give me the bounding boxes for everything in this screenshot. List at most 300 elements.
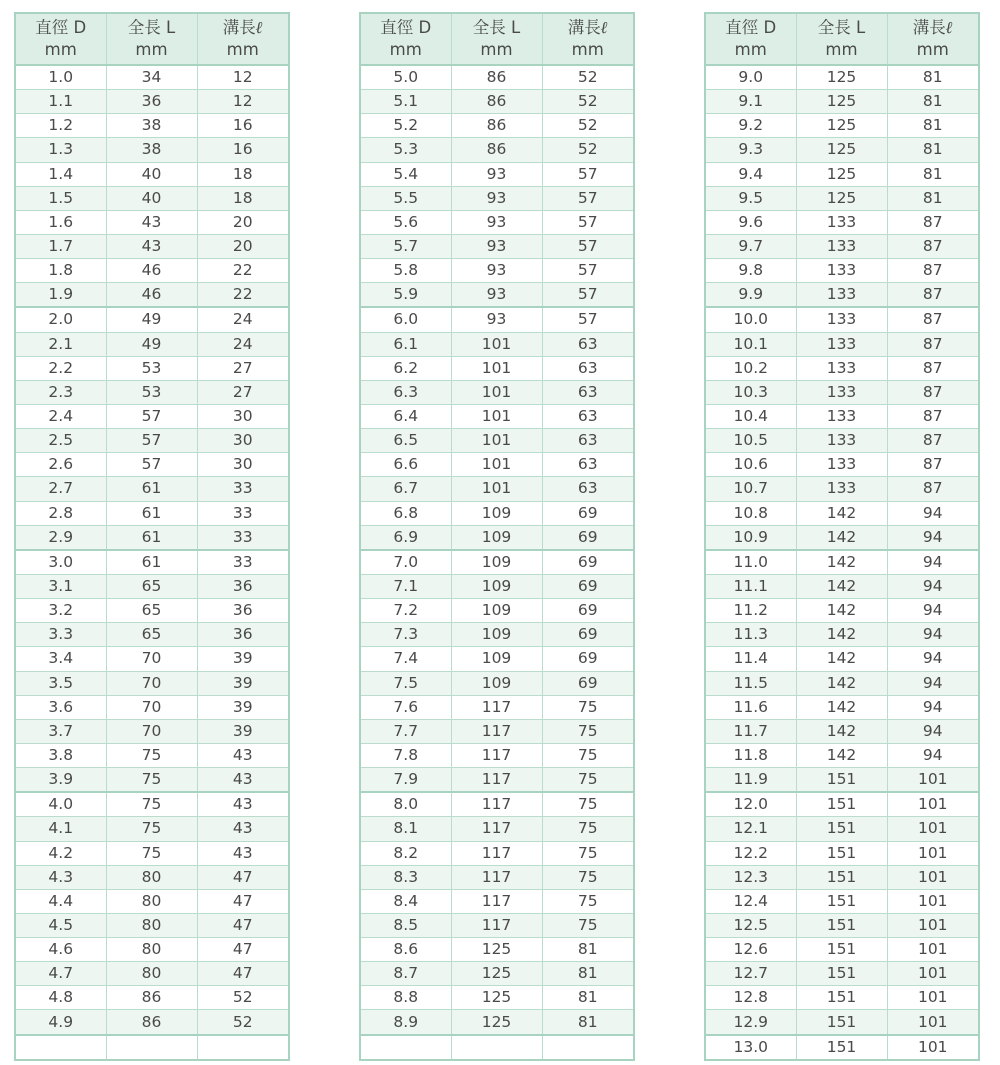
table-row bbox=[15, 550, 289, 575]
cell-diameter: 12.0 bbox=[705, 792, 796, 817]
cell-diameter: 9.2 bbox=[705, 114, 796, 138]
cell-total-length: 142 bbox=[796, 623, 887, 647]
table-row bbox=[15, 259, 289, 283]
cell-diameter: 4.6 bbox=[15, 938, 106, 962]
cell-diameter: 1.0 bbox=[15, 65, 106, 90]
cell-diameter: 10.3 bbox=[705, 380, 796, 404]
cell-diameter: 7.8 bbox=[360, 743, 451, 767]
cell-diameter: 12.9 bbox=[705, 1010, 796, 1035]
cell-diameter: 5.5 bbox=[360, 186, 451, 210]
table-row bbox=[15, 623, 289, 647]
cell-diameter: 5.8 bbox=[360, 259, 451, 283]
cell-flute-length: 43 bbox=[197, 768, 289, 793]
cell-flute-length: 43 bbox=[197, 743, 289, 767]
cell-total-length: 57 bbox=[106, 453, 197, 477]
table-row bbox=[705, 962, 979, 986]
cell-diameter: 12.6 bbox=[705, 938, 796, 962]
cell-diameter: 11.6 bbox=[705, 695, 796, 719]
cell-flute-length: 57 bbox=[542, 307, 634, 332]
cell-flute-length: 87 bbox=[887, 380, 979, 404]
cell-diameter: 12.4 bbox=[705, 889, 796, 913]
table-row bbox=[705, 501, 979, 525]
cell-diameter: 6.1 bbox=[360, 332, 451, 356]
cell-diameter: 12.2 bbox=[705, 841, 796, 865]
cell-flute-length: 69 bbox=[542, 647, 634, 671]
cell-diameter: 4.7 bbox=[15, 962, 106, 986]
table-row bbox=[15, 501, 289, 525]
cell-diameter: 7.1 bbox=[360, 574, 451, 598]
cell-total-length: 34 bbox=[106, 65, 197, 90]
cell-flute-length: 27 bbox=[197, 380, 289, 404]
cell-diameter: 7.9 bbox=[360, 768, 451, 793]
cell-total-length: 57 bbox=[106, 429, 197, 453]
table-row bbox=[360, 865, 634, 889]
cell-flute-length: 33 bbox=[197, 501, 289, 525]
table-row bbox=[360, 986, 634, 1010]
cell-flute-length: 36 bbox=[197, 623, 289, 647]
cell-total-length: 151 bbox=[796, 1010, 887, 1035]
cell-total-length: 75 bbox=[106, 817, 197, 841]
table-row bbox=[360, 913, 634, 937]
cell-flute-length: 87 bbox=[887, 356, 979, 380]
table-row bbox=[705, 65, 979, 90]
table-row bbox=[15, 671, 289, 695]
cell-flute-length: 87 bbox=[887, 477, 979, 501]
table-row bbox=[15, 162, 289, 186]
cell-flute-length: 101 bbox=[887, 865, 979, 889]
table-row bbox=[15, 913, 289, 937]
cell-flute-length: 39 bbox=[197, 647, 289, 671]
cell-diameter: 7.2 bbox=[360, 599, 451, 623]
cell-diameter: 3.9 bbox=[15, 768, 106, 793]
table-row bbox=[360, 792, 634, 817]
cell-diameter: 3.3 bbox=[15, 623, 106, 647]
cell-flute-length: 94 bbox=[887, 550, 979, 575]
cell-total-length: 93 bbox=[451, 283, 542, 308]
table-row bbox=[15, 841, 289, 865]
table-row bbox=[360, 234, 634, 258]
cell-diameter: 8.7 bbox=[360, 962, 451, 986]
cell-diameter: 5.1 bbox=[360, 90, 451, 114]
cell-total-length: 117 bbox=[451, 889, 542, 913]
cell-diameter bbox=[15, 1035, 106, 1060]
cell-flute-length: 43 bbox=[197, 841, 289, 865]
cell-flute-length: 81 bbox=[542, 1010, 634, 1035]
table-row bbox=[705, 210, 979, 234]
header-flute-length: 溝長ℓ mm bbox=[887, 13, 979, 65]
cell-diameter: 4.5 bbox=[15, 913, 106, 937]
cell-total-length: 133 bbox=[796, 404, 887, 428]
table-row bbox=[705, 647, 979, 671]
cell-flute-length: 87 bbox=[887, 332, 979, 356]
table-row bbox=[360, 114, 634, 138]
cell-total-length: 151 bbox=[796, 768, 887, 793]
cell-flute-length: 52 bbox=[197, 986, 289, 1010]
cell-total-length: 61 bbox=[106, 501, 197, 525]
cell-flute-length: 69 bbox=[542, 599, 634, 623]
cell-total-length: 109 bbox=[451, 574, 542, 598]
table-row bbox=[360, 162, 634, 186]
table-row bbox=[360, 501, 634, 525]
cell-flute-length: 33 bbox=[197, 477, 289, 501]
cell-diameter bbox=[360, 1035, 451, 1060]
table-row bbox=[15, 307, 289, 332]
cell-flute-length: 75 bbox=[542, 695, 634, 719]
table-row bbox=[360, 1035, 634, 1060]
cell-flute-length: 30 bbox=[197, 404, 289, 428]
cell-diameter: 5.0 bbox=[360, 65, 451, 90]
table-row bbox=[360, 259, 634, 283]
table-header-row bbox=[15, 13, 289, 65]
cell-diameter: 7.3 bbox=[360, 623, 451, 647]
table-row bbox=[15, 647, 289, 671]
cell-total-length: 65 bbox=[106, 574, 197, 598]
cell-flute-length: 101 bbox=[887, 889, 979, 913]
cell-flute-length: 101 bbox=[887, 913, 979, 937]
cell-diameter: 6.4 bbox=[360, 404, 451, 428]
cell-diameter: 9.7 bbox=[705, 234, 796, 258]
cell-total-length: 101 bbox=[451, 356, 542, 380]
header-total-length: 全長 L mm bbox=[451, 13, 542, 65]
cell-flute-length: 24 bbox=[197, 332, 289, 356]
cell-total-length: 93 bbox=[451, 307, 542, 332]
cell-diameter: 8.9 bbox=[360, 1010, 451, 1035]
table-row bbox=[705, 623, 979, 647]
cell-diameter: 6.2 bbox=[360, 356, 451, 380]
cell-flute-length: 57 bbox=[542, 234, 634, 258]
cell-diameter: 10.8 bbox=[705, 501, 796, 525]
table-row bbox=[705, 477, 979, 501]
cell-diameter: 4.8 bbox=[15, 986, 106, 1010]
cell-flute-length: 81 bbox=[887, 138, 979, 162]
cell-total-length: 101 bbox=[451, 453, 542, 477]
cell-total-length: 125 bbox=[451, 962, 542, 986]
cell-total-length: 46 bbox=[106, 283, 197, 308]
table-row bbox=[15, 234, 289, 258]
cell-diameter: 6.0 bbox=[360, 307, 451, 332]
table-row bbox=[705, 283, 979, 308]
table-row bbox=[360, 186, 634, 210]
cell-diameter: 3.2 bbox=[15, 599, 106, 623]
cell-flute-length: 52 bbox=[542, 65, 634, 90]
table-row bbox=[360, 623, 634, 647]
cell-diameter: 13.0 bbox=[705, 1035, 796, 1060]
cell-flute-length: 101 bbox=[887, 962, 979, 986]
cell-total-length: 70 bbox=[106, 719, 197, 743]
cell-total-length: 117 bbox=[451, 865, 542, 889]
cell-diameter: 12.1 bbox=[705, 817, 796, 841]
cell-diameter: 4.4 bbox=[15, 889, 106, 913]
cell-flute-length: 94 bbox=[887, 671, 979, 695]
cell-flute-length: 94 bbox=[887, 501, 979, 525]
cell-flute-length: 81 bbox=[887, 114, 979, 138]
table-row bbox=[705, 719, 979, 743]
table-row bbox=[15, 332, 289, 356]
cell-total-length: 40 bbox=[106, 186, 197, 210]
cell-diameter: 9.6 bbox=[705, 210, 796, 234]
cell-total-length: 133 bbox=[796, 356, 887, 380]
table-row bbox=[15, 1010, 289, 1035]
cell-total-length: 117 bbox=[451, 743, 542, 767]
cell-diameter: 11.5 bbox=[705, 671, 796, 695]
cell-diameter: 12.8 bbox=[705, 986, 796, 1010]
cell-flute-length: 63 bbox=[542, 356, 634, 380]
table-row bbox=[15, 283, 289, 308]
drill-size-table-3 bbox=[704, 12, 980, 1061]
table-row bbox=[705, 525, 979, 550]
cell-diameter: 2.3 bbox=[15, 380, 106, 404]
cell-total-length: 117 bbox=[451, 695, 542, 719]
cell-diameter: 4.2 bbox=[15, 841, 106, 865]
cell-diameter: 11.9 bbox=[705, 768, 796, 793]
cell-total-length: 61 bbox=[106, 550, 197, 575]
cell-flute-length: 94 bbox=[887, 695, 979, 719]
cell-diameter: 11.1 bbox=[705, 574, 796, 598]
cell-flute-length: 87 bbox=[887, 404, 979, 428]
cell-total-length: 151 bbox=[796, 817, 887, 841]
cell-total-length: 133 bbox=[796, 259, 887, 283]
table-row bbox=[15, 817, 289, 841]
cell-total-length: 101 bbox=[451, 404, 542, 428]
table-row bbox=[15, 138, 289, 162]
table-row bbox=[15, 453, 289, 477]
cell-total-length: 36 bbox=[106, 90, 197, 114]
cell-diameter: 5.4 bbox=[360, 162, 451, 186]
cell-total-length: 151 bbox=[796, 841, 887, 865]
cell-flute-length: 16 bbox=[197, 114, 289, 138]
cell-total-length: 86 bbox=[451, 138, 542, 162]
cell-flute-length: 47 bbox=[197, 962, 289, 986]
cell-diameter: 3.0 bbox=[15, 550, 106, 575]
cell-flute-length: 101 bbox=[887, 768, 979, 793]
cell-diameter: 7.6 bbox=[360, 695, 451, 719]
table-row bbox=[705, 986, 979, 1010]
table-row bbox=[705, 114, 979, 138]
cell-flute-length: 94 bbox=[887, 743, 979, 767]
cell-flute-length: 87 bbox=[887, 283, 979, 308]
cell-diameter: 10.4 bbox=[705, 404, 796, 428]
cell-flute-length: 75 bbox=[542, 817, 634, 841]
cell-total-length: 65 bbox=[106, 599, 197, 623]
cell-diameter: 2.2 bbox=[15, 356, 106, 380]
header-diameter: 直徑 D mm bbox=[705, 13, 796, 65]
cell-total-length: 142 bbox=[796, 550, 887, 575]
table-row bbox=[705, 695, 979, 719]
cell-diameter: 10.0 bbox=[705, 307, 796, 332]
cell-flute-length: 87 bbox=[887, 259, 979, 283]
cell-diameter: 8.5 bbox=[360, 913, 451, 937]
cell-diameter: 6.3 bbox=[360, 380, 451, 404]
cell-total-length: 80 bbox=[106, 865, 197, 889]
drill-size-table-1 bbox=[14, 12, 290, 1061]
cell-total-length: 75 bbox=[106, 841, 197, 865]
table-row bbox=[705, 671, 979, 695]
cell-flute-length: 81 bbox=[542, 962, 634, 986]
cell-total-length: 49 bbox=[106, 332, 197, 356]
table-row bbox=[360, 695, 634, 719]
cell-total-length: 53 bbox=[106, 356, 197, 380]
header-total-length: 全長 L mm bbox=[796, 13, 887, 65]
cell-flute-length: 57 bbox=[542, 210, 634, 234]
cell-diameter: 11.3 bbox=[705, 623, 796, 647]
cell-total-length: 43 bbox=[106, 234, 197, 258]
cell-diameter: 3.4 bbox=[15, 647, 106, 671]
cell-diameter: 5.2 bbox=[360, 114, 451, 138]
table-row bbox=[705, 259, 979, 283]
cell-diameter: 9.4 bbox=[705, 162, 796, 186]
cell-total-length: 101 bbox=[451, 332, 542, 356]
cell-flute-length: 75 bbox=[542, 841, 634, 865]
cell-flute-length: 52 bbox=[542, 90, 634, 114]
cell-total-length: 125 bbox=[796, 65, 887, 90]
cell-diameter: 10.9 bbox=[705, 525, 796, 550]
table-row bbox=[360, 719, 634, 743]
cell-total-length: 93 bbox=[451, 210, 542, 234]
cell-diameter: 8.8 bbox=[360, 986, 451, 1010]
cell-diameter: 11.7 bbox=[705, 719, 796, 743]
cell-flute-length: 18 bbox=[197, 162, 289, 186]
cell-flute-length: 87 bbox=[887, 307, 979, 332]
cell-total-length: 75 bbox=[106, 792, 197, 817]
cell-total-length: 125 bbox=[451, 938, 542, 962]
cell-flute-length: 81 bbox=[887, 65, 979, 90]
cell-diameter: 1.1 bbox=[15, 90, 106, 114]
cell-diameter: 11.2 bbox=[705, 599, 796, 623]
cell-diameter: 8.4 bbox=[360, 889, 451, 913]
cell-total-length: 75 bbox=[106, 768, 197, 793]
table-row bbox=[360, 356, 634, 380]
cell-flute-length: 75 bbox=[542, 913, 634, 937]
table-row bbox=[360, 138, 634, 162]
table-row bbox=[15, 865, 289, 889]
cell-total-length: 93 bbox=[451, 259, 542, 283]
cell-flute-length: 47 bbox=[197, 913, 289, 937]
cell-total-length: 125 bbox=[796, 90, 887, 114]
table-row bbox=[360, 647, 634, 671]
cell-diameter: 1.3 bbox=[15, 138, 106, 162]
cell-diameter: 8.3 bbox=[360, 865, 451, 889]
cell-flute-length: 63 bbox=[542, 477, 634, 501]
table-row bbox=[705, 574, 979, 598]
cell-flute-length: 69 bbox=[542, 550, 634, 575]
table-row bbox=[705, 356, 979, 380]
table-row bbox=[360, 550, 634, 575]
cell-flute-length: 22 bbox=[197, 259, 289, 283]
table-row bbox=[360, 768, 634, 793]
table-row bbox=[360, 429, 634, 453]
cell-total-length: 86 bbox=[451, 114, 542, 138]
cell-total-length: 133 bbox=[796, 332, 887, 356]
cell-total-length: 109 bbox=[451, 501, 542, 525]
cell-total-length: 142 bbox=[796, 671, 887, 695]
cell-flute-length: 87 bbox=[887, 210, 979, 234]
cell-flute-length: 27 bbox=[197, 356, 289, 380]
cell-flute-length bbox=[542, 1035, 634, 1060]
cell-diameter: 2.8 bbox=[15, 501, 106, 525]
cell-flute-length: 18 bbox=[197, 186, 289, 210]
cell-flute-length: 69 bbox=[542, 623, 634, 647]
cell-flute-length: 47 bbox=[197, 865, 289, 889]
header-flute-length: 溝長ℓ mm bbox=[542, 13, 634, 65]
cell-total-length: 117 bbox=[451, 768, 542, 793]
table-row bbox=[705, 743, 979, 767]
cell-diameter: 7.0 bbox=[360, 550, 451, 575]
cell-total-length: 70 bbox=[106, 695, 197, 719]
cell-flute-length: 81 bbox=[887, 186, 979, 210]
table-row bbox=[360, 938, 634, 962]
table-row bbox=[15, 695, 289, 719]
cell-diameter: 4.0 bbox=[15, 792, 106, 817]
cell-total-length: 133 bbox=[796, 210, 887, 234]
cell-diameter: 10.2 bbox=[705, 356, 796, 380]
cell-total-length: 142 bbox=[796, 647, 887, 671]
cell-total-length: 40 bbox=[106, 162, 197, 186]
cell-flute-length: 94 bbox=[887, 623, 979, 647]
cell-diameter: 1.8 bbox=[15, 259, 106, 283]
cell-flute-length: 57 bbox=[542, 186, 634, 210]
cell-total-length: 151 bbox=[796, 986, 887, 1010]
cell-flute-length: 101 bbox=[887, 792, 979, 817]
cell-total-length: 142 bbox=[796, 743, 887, 767]
table-row bbox=[15, 768, 289, 793]
cell-diameter: 9.8 bbox=[705, 259, 796, 283]
cell-total-length: 151 bbox=[796, 1035, 887, 1060]
cell-total-length: 53 bbox=[106, 380, 197, 404]
cell-total-length: 117 bbox=[451, 719, 542, 743]
table-row bbox=[705, 841, 979, 865]
cell-total-length: 75 bbox=[106, 743, 197, 767]
table-row bbox=[705, 453, 979, 477]
cell-diameter: 10.1 bbox=[705, 332, 796, 356]
cell-flute-length: 94 bbox=[887, 719, 979, 743]
table-row bbox=[360, 477, 634, 501]
cell-flute-length: 101 bbox=[887, 817, 979, 841]
cell-total-length: 133 bbox=[796, 234, 887, 258]
cell-flute-length: 101 bbox=[887, 938, 979, 962]
cell-total-length: 133 bbox=[796, 283, 887, 308]
cell-diameter: 1.4 bbox=[15, 162, 106, 186]
cell-diameter: 1.2 bbox=[15, 114, 106, 138]
cell-flute-length: 75 bbox=[542, 768, 634, 793]
table-row bbox=[15, 719, 289, 743]
cell-diameter: 4.9 bbox=[15, 1010, 106, 1035]
cell-diameter: 6.8 bbox=[360, 501, 451, 525]
cell-flute-length: 81 bbox=[542, 938, 634, 962]
cell-total-length: 133 bbox=[796, 453, 887, 477]
table-row bbox=[705, 1035, 979, 1060]
cell-diameter: 10.6 bbox=[705, 453, 796, 477]
table-row bbox=[705, 138, 979, 162]
cell-total-length: 125 bbox=[796, 186, 887, 210]
cell-diameter: 10.7 bbox=[705, 477, 796, 501]
cell-diameter: 11.0 bbox=[705, 550, 796, 575]
cell-flute-length: 81 bbox=[887, 90, 979, 114]
table-row bbox=[705, 332, 979, 356]
cell-diameter: 5.7 bbox=[360, 234, 451, 258]
cell-total-length: 65 bbox=[106, 623, 197, 647]
cell-flute-length: 87 bbox=[887, 453, 979, 477]
cell-flute-length: 63 bbox=[542, 404, 634, 428]
cell-total-length: 142 bbox=[796, 695, 887, 719]
cell-total-length: 80 bbox=[106, 913, 197, 937]
table-row bbox=[15, 429, 289, 453]
table-row bbox=[15, 889, 289, 913]
cell-flute-length: 43 bbox=[197, 817, 289, 841]
cell-diameter: 2.1 bbox=[15, 332, 106, 356]
cell-flute-length: 87 bbox=[887, 429, 979, 453]
cell-diameter: 2.5 bbox=[15, 429, 106, 453]
cell-diameter: 1.5 bbox=[15, 186, 106, 210]
